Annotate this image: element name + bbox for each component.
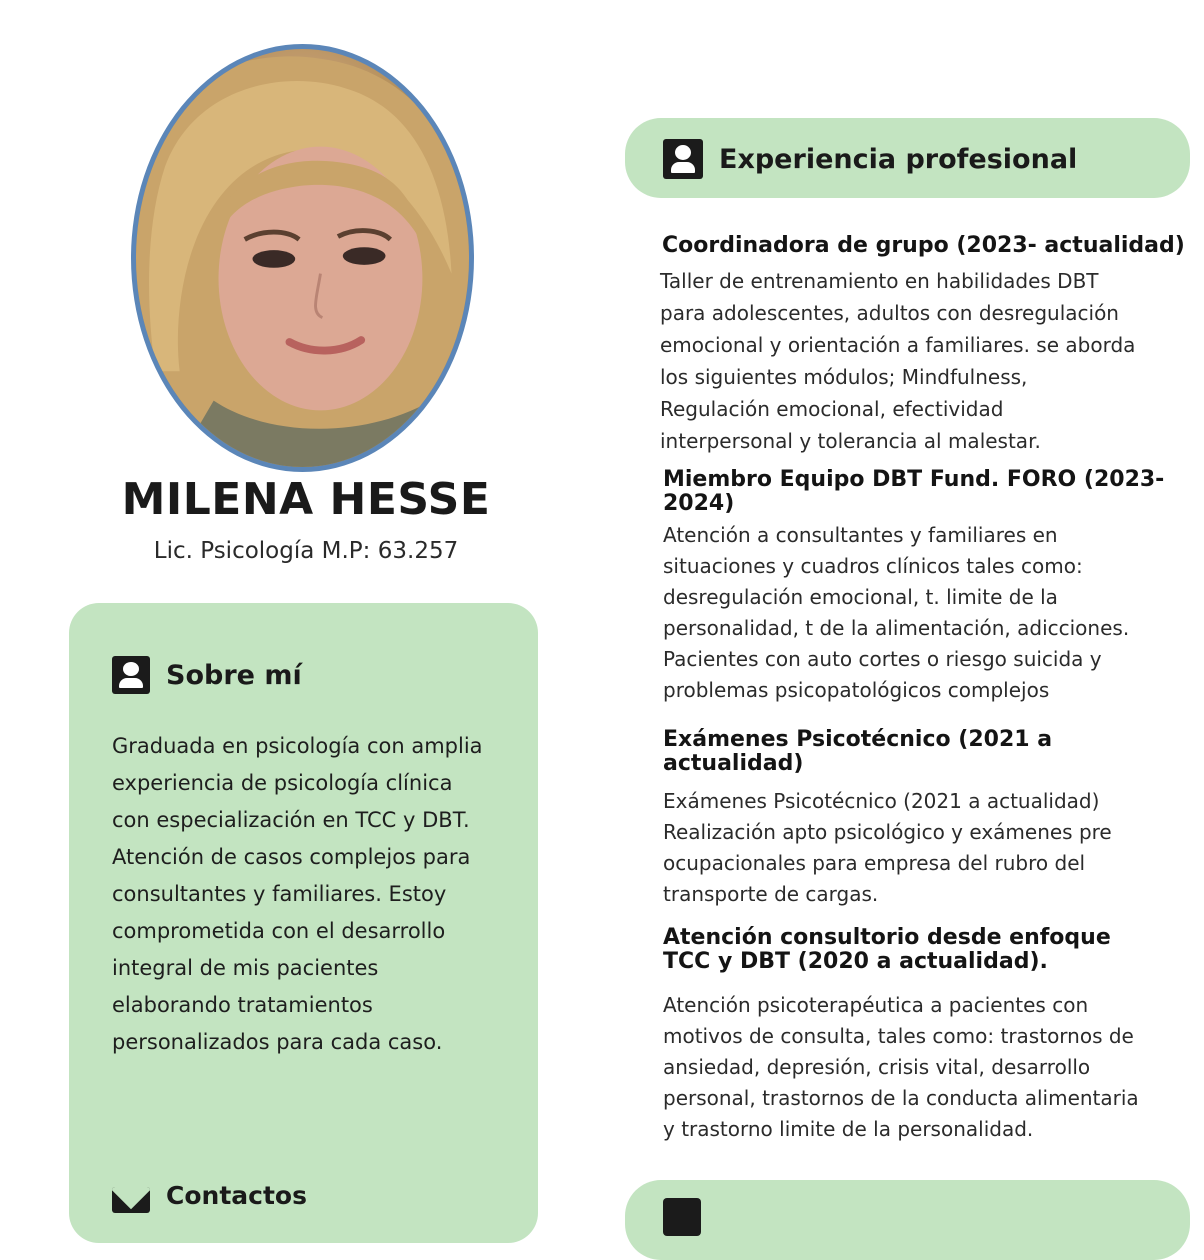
about-line: consultantes y familiares. Estoy	[112, 882, 447, 906]
person-icon	[663, 139, 703, 179]
about-text	[112, 728, 532, 1061]
about-heading: Sobre mí	[166, 659, 302, 691]
job-title	[663, 468, 1193, 516]
job-desc-line: Realización apto psicológico y exámenes pre	[663, 820, 1112, 844]
job-desc-line: transporte de cargas.	[663, 882, 879, 906]
job-desc-line: Taller de entrenamiento en habilidades DBT	[660, 269, 1099, 293]
job-desc-line: desregulación emocional, t. limite de la	[663, 585, 1058, 609]
about-line: experiencia de psicología clínica	[112, 771, 453, 795]
job-desc-line: personal, trastornos de la conducta alimentaria	[663, 1086, 1139, 1110]
about-heading-row	[112, 656, 302, 694]
job-description	[660, 265, 1190, 457]
job-desc-line: Atención psicoterapéutica a pacientes con	[663, 993, 1089, 1017]
job-desc-line: y trastorno limite de la personalidad.	[663, 1117, 1034, 1141]
about-line: integral de mis pacientes	[112, 956, 379, 980]
person-name: MILENA HESSE	[121, 474, 491, 525]
job-title-line: Coordinadora de grupo (2023- actualidad)	[662, 233, 1185, 258]
portrait-illustration	[136, 49, 469, 467]
job-desc-line: los siguientes módulos; Mindfulness,	[660, 365, 1028, 389]
person-icon	[112, 656, 150, 694]
about-line: elaborando tratamientos	[112, 993, 373, 1017]
mail-icon	[112, 1187, 150, 1213]
job-desc-line: Pacientes con auto cortes o riesgo suicida y	[663, 647, 1102, 671]
job-desc-line: personalidad, t de la alimentación, adicciones.	[663, 616, 1130, 640]
about-line: personalizados para cada caso.	[112, 1030, 443, 1054]
about-line: con especialización en TCC y DBT.	[112, 808, 470, 832]
about-line: Atención de casos complejos para	[112, 845, 471, 869]
job-description	[663, 786, 1193, 910]
job-description	[663, 520, 1193, 706]
job-title-line: Miembro Equipo DBT Fund. FORO (2023-	[663, 467, 1165, 492]
job-title-line: TCC y DBT (2020 a actualidad).	[663, 949, 1048, 974]
job-desc-line: motivos de consulta, tales como: trastornos de	[663, 1024, 1134, 1048]
license-number: Lic. Psicología M.P: 63.257	[153, 538, 459, 564]
next-section-header	[625, 1180, 1190, 1260]
job-desc-line: para adolescentes, adultos con desregulación	[660, 301, 1119, 325]
job-desc-line: interpersonal y tolerancia al malestar.	[660, 429, 1041, 453]
about-line: comprometida con el desarrollo	[112, 919, 446, 943]
contacts-heading: Contactos	[166, 1181, 307, 1210]
experience-heading: Experiencia profesional	[719, 143, 1078, 175]
job-title	[663, 728, 1193, 776]
job-title	[663, 926, 1193, 974]
job-desc-line: ocupacionales para empresa del rubro del	[663, 851, 1086, 875]
job-description	[663, 990, 1193, 1145]
job-desc-line: situaciones y cuadros clínicos tales como:	[663, 554, 1083, 578]
job-desc-line: Regulación emocional, efectividad	[660, 397, 1004, 421]
job-title-line: Exámenes Psicotécnico (2021 a	[663, 727, 1053, 752]
job-desc-line: Atención a consultantes y familiares en	[663, 523, 1058, 547]
profile-photo	[131, 44, 474, 472]
job-title	[662, 234, 1202, 258]
job-title-line: actualidad)	[663, 751, 804, 776]
job-title-line: 2024)	[663, 491, 735, 516]
about-line: Graduada en psicología con amplia	[112, 734, 483, 758]
contacts-heading-row	[166, 1181, 307, 1210]
job-desc-line: ansiedad, depresión, crisis vital, desarrollo	[663, 1055, 1091, 1079]
experience-heading-row	[663, 139, 1077, 179]
job-desc-line: problemas psicopatológicos complejos	[663, 678, 1050, 702]
job-title-line: Atención consultorio desde enfoque	[663, 925, 1111, 950]
job-desc-line: Exámenes Psicotécnico (2021 a actualidad)	[663, 789, 1100, 813]
job-desc-line: emocional y orientación a familiares. se aborda	[660, 333, 1136, 357]
